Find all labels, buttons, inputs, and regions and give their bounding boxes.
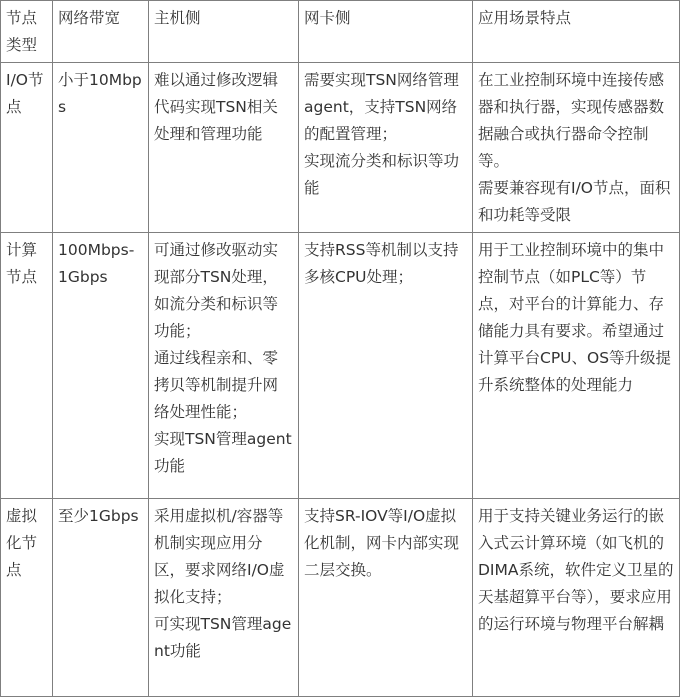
table-row-virtualization-node: [1, 499, 680, 697]
cell-nic-side: [299, 233, 473, 499]
host-side-text: 通过线程亲和、零拷贝等机制提升网络处理性能；: [154, 349, 279, 421]
cell-nic-side: [299, 63, 473, 233]
nic-side-text: 需要实现TSN网络管理agent，支持TSN网络的配置管理；: [304, 71, 459, 143]
host-side-text: 可通过修改驱动实现部分TSN处理，如流分类和标识等功能；: [154, 241, 279, 340]
cell-bandwidth: 100Mbps-1Gbps: [53, 233, 149, 499]
scenario-text: 用于支持关键业务运行的嵌入式云计算环境（如飞机的DIMA系统，软件定义卫星的天基超算平台等），要求应用的运行环境与物理平台解耦: [478, 507, 674, 633]
header-scenario: 应用场景特点: [473, 1, 680, 63]
header-host-side: 主机侧: [149, 1, 299, 63]
cell-node-type: I/O节点: [1, 63, 53, 233]
scenario-text: 用于工业控制环境中的集中控制节点（如PLC等）节点，对平台的计算能力、存储能力具有要求。希望通过计算平台CPU、OS等升级提升系统整体的处理能力: [478, 241, 672, 394]
scenario-text: 需要兼容现有I/O节点，面积和功耗等受限: [478, 179, 671, 224]
cell-scenario: [473, 499, 680, 697]
cell-scenario: [473, 63, 680, 233]
cell-scenario: [473, 233, 680, 499]
host-side-text: 可实现TSN管理agent功能: [154, 615, 292, 660]
header-nic-side: 网卡侧: [299, 1, 473, 63]
host-side-text: 采用虚拟机/容器等机制实现应用分区，要求网络I/O虚拟化支持；: [154, 507, 285, 606]
cell-nic-side: [299, 499, 473, 697]
cell-node-type: 计算节点: [1, 233, 53, 499]
cell-host-side: [149, 233, 299, 499]
cell-node-type: 虚拟化节点: [1, 499, 53, 697]
cell-bandwidth: 小于10Mbps: [53, 63, 149, 233]
host-side-text: 实现TSN管理agent功能: [154, 430, 292, 475]
host-side-text: 难以通过修改逻辑代码实现TSN相关处理和管理功能: [154, 71, 279, 143]
nic-side-text: 支持SR-IOV等I/O虚拟化机制，网卡内部实现二层交换。: [304, 507, 460, 579]
header-node-type: 节点类型: [1, 1, 53, 63]
scenario-text: 在工业控制环境中连接传感器和执行器，实现传感器数据融合或执行器命令控制等。: [478, 71, 665, 170]
cell-host-side: [149, 499, 299, 697]
table-row-compute-node: [1, 233, 680, 499]
table-header-row: [1, 1, 680, 63]
nic-side-text: 支持RSS等机制以支持多核CPU处理；: [304, 241, 459, 286]
cell-host-side: [149, 63, 299, 233]
table-row-io-node: [1, 63, 680, 233]
nic-side-text: 实现流分类和标识等功能: [304, 152, 460, 197]
cell-bandwidth: 至少1Gbps: [53, 499, 149, 697]
header-bandwidth: 网络带宽: [53, 1, 149, 63]
